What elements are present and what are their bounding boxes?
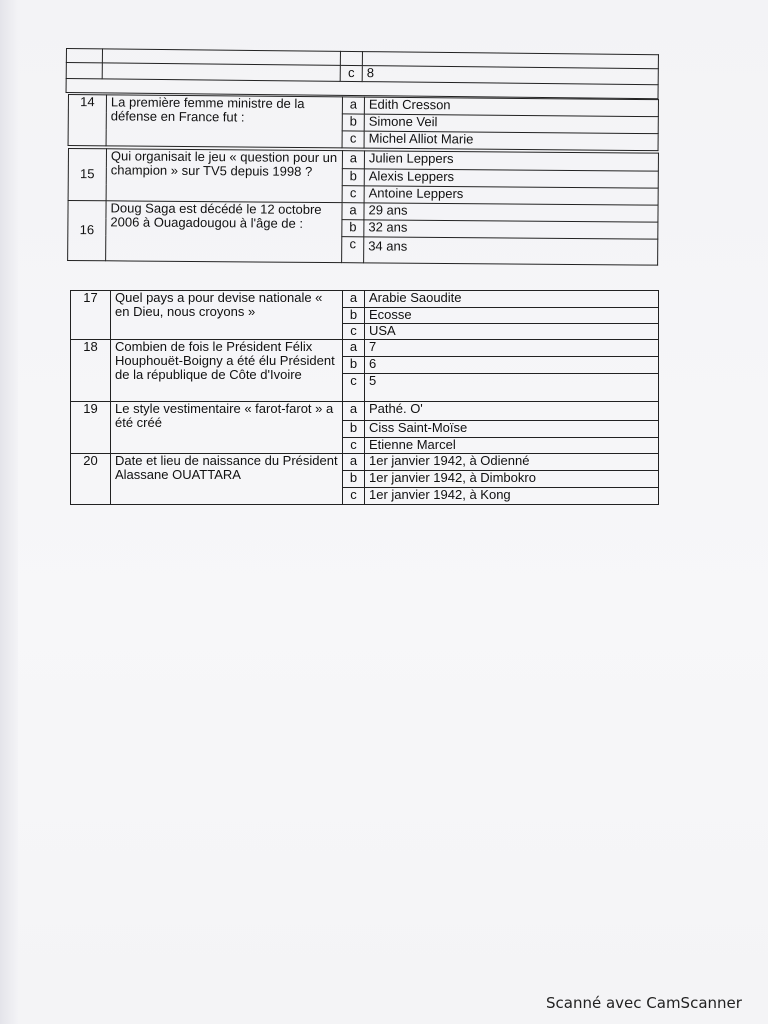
question-number: 19 [71, 402, 111, 454]
option-answer: Ciss Saint-Moïse [365, 421, 659, 438]
question-text: Date et lieu de naissance du Président Alassane OUATTARA [111, 454, 343, 505]
option-answer: 29 ans [364, 203, 658, 222]
table-row [71, 340, 659, 357]
option-letter: c [343, 488, 365, 505]
option-answer: 7 [365, 340, 659, 357]
question-number: 17 [71, 291, 111, 340]
option-answer: 8 [362, 66, 658, 85]
quiz-table-q14 [68, 94, 659, 151]
option-answer: Edith Cresson [364, 97, 658, 117]
option-letter: c [340, 65, 362, 81]
option-letter: c [343, 324, 365, 340]
table-row [71, 454, 659, 471]
option-letter: b [343, 421, 365, 438]
option-letter: a [342, 97, 364, 114]
question-number: 14 [68, 95, 106, 146]
option-letter: c [343, 438, 365, 454]
table-row [68, 149, 658, 172]
option-answer: 1er janvier 1942, à Dimbokro [365, 471, 659, 488]
option-answer: Ecosse [365, 308, 659, 324]
option-answer: Julien Leppers [364, 151, 658, 171]
option-letter: c [342, 131, 364, 148]
option-answer: 34 ans [364, 237, 658, 265]
option-letter: c [342, 186, 364, 203]
option-answer: Michel Alliot Marie [364, 131, 658, 151]
question-number: 20 [71, 454, 111, 505]
option-letter: b [343, 357, 365, 374]
table-row [71, 402, 659, 421]
question-text: La première femme ministre de la défense en France fut : [106, 95, 342, 148]
table-row [71, 291, 659, 308]
option-letter: b [342, 114, 364, 131]
option-letter: a [342, 151, 364, 169]
option-letter: a [343, 291, 365, 308]
option-answer: Pathé. O' [365, 402, 659, 421]
camscanner-footer: Scanné avec CamScanner [546, 994, 742, 1012]
option-letter: a [343, 340, 365, 357]
option-answer: Antoine Leppers [364, 186, 658, 205]
option-letter: b [343, 471, 365, 488]
option-answer: 6 [365, 357, 659, 374]
option-letter: a [343, 454, 365, 471]
page-edge-shadow [0, 0, 18, 1024]
number-cell [66, 49, 102, 63]
quiz-table-fragment [66, 48, 659, 99]
question-text: Qui organisait le jeu « question pour un champion » sur TV5 depuis 1998 ? [106, 149, 342, 203]
number-cell [66, 63, 102, 79]
option-letter: a [342, 203, 364, 220]
option-letter: b [342, 169, 364, 186]
question-text: Quel pays a pour devise nationale « en Dieu, nous croyons » [111, 291, 343, 340]
question-number: 16 [68, 201, 106, 261]
option-letter: c [342, 237, 364, 263]
question-number: 15 [68, 149, 106, 201]
option-answer: Simone Veil [364, 114, 658, 134]
option-answer: 5 [365, 374, 659, 402]
option-answer: USA [365, 324, 659, 340]
question-text: Combien de fois le Président Félix Houphouët-Boigny a été élu Président de la république de Côte d'Ivoire [111, 340, 343, 402]
option-answer: 1er janvier 1942, à Kong [365, 488, 659, 505]
question-number: 18 [71, 340, 111, 402]
option-letter: b [342, 220, 364, 237]
quiz-table-q17-q20 [70, 290, 659, 505]
option-answer: 1er janvier 1942, à Odienné [365, 454, 659, 471]
option-answer: Alexis Leppers [364, 169, 658, 188]
question-text: Doug Saga est décédé le 12 octobre 2006 à Ouagadougou à l'âge de : [106, 201, 342, 263]
quiz-table-q15-q16 [67, 148, 659, 266]
option-answer: Arabie Saoudite [365, 291, 659, 308]
option-answer: Etienne Marcel [365, 438, 659, 454]
letter-cell [340, 51, 362, 65]
option-answer: 32 ans [364, 220, 658, 239]
option-letter: b [343, 308, 365, 324]
option-letter: a [343, 402, 365, 421]
question-text: Le style vestimentaire « farot-farot » a été créé [111, 402, 343, 454]
option-letter: c [343, 374, 365, 402]
